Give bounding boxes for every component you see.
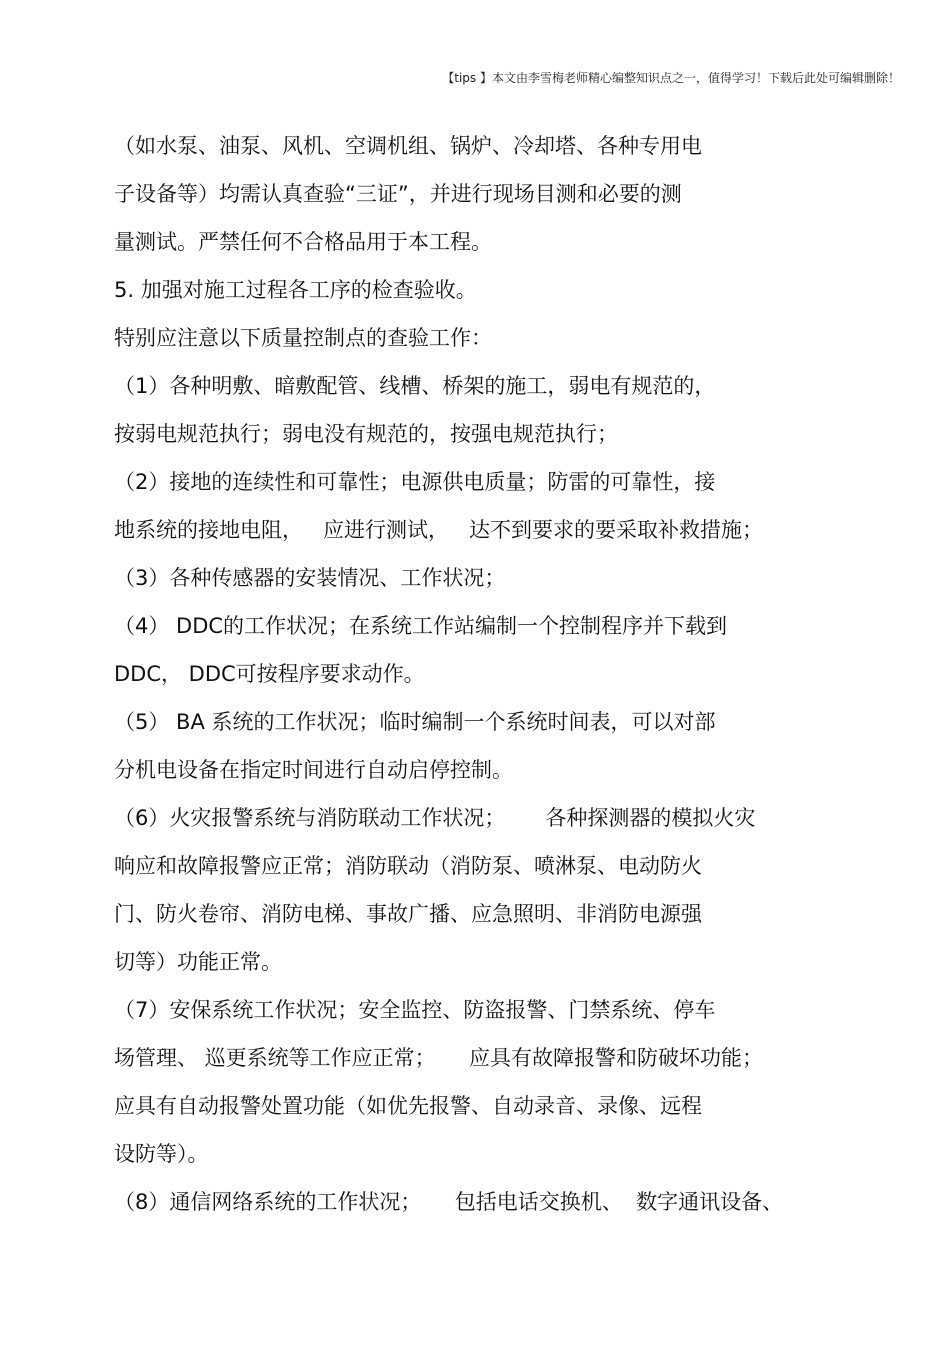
text-line: 分机电设备在指定时间进行自动启停控制。	[114, 758, 513, 782]
text-line: 量测试。严禁任何不合格品用于本工程。	[114, 230, 492, 254]
list-item: （4） DDC的工作状况；在系统工作站编制一个控制程序并下载到	[114, 614, 728, 638]
body-text	[114, 126, 834, 1230]
text-line: 设防等）。	[114, 1142, 209, 1166]
section-heading: 5. 加强对施工过程各工序的检查验收。	[114, 278, 477, 302]
text-line: 门、防火卷帘、消防电梯、事故广播、应急照明、非消防电源强	[114, 902, 702, 926]
text-line: 地系统的接地电阻， 应进行测试， 达不到要求的要采取补救措施；	[114, 518, 764, 542]
text-line: 按弱电规范执行；弱电没有规范的，按强电规范执行；	[114, 422, 618, 446]
text-line: （如水泵、油泵、风机、空调机组、锅炉、冷却塔、各种专用电	[114, 134, 702, 158]
text-line: 响应和故障报警应正常；消防联动（消防泵、喷淋泵、电动防火	[114, 854, 702, 878]
text-line: 子设备等）均需认真查验“三证”，并进行现场目测和必要的测	[114, 182, 682, 206]
text-line: 切等）功能正常。	[114, 950, 282, 974]
text-line: DDC， DDC可按程序要求动作。	[114, 662, 425, 686]
list-item: （8）通信网络系统的工作状况； 包括电话交换机、 数字通讯设备、	[114, 1190, 784, 1214]
list-item: （2）接地的连续性和可靠性；电源供电质量；防雷的可靠性，接	[114, 470, 716, 494]
list-item: （5） BA 系统的工作状况；临时编制一个系统时间表，可以对部	[114, 710, 716, 734]
text-line: 场管理、 巡更系统等工作应正常； 应具有故障报警和防破坏功能；	[114, 1046, 764, 1070]
header-tip-note: 【tips 】本文由李雪梅老师精心编整知识点之一，值得学习！下载后此处可编辑删除！	[442, 71, 900, 85]
text-line: 特别应注意以下质量控制点的查验工作：	[114, 326, 492, 350]
list-item: （1）各种明敷、暗敷配管、线槽、桥架的施工，弱电有规范的，	[114, 374, 716, 398]
list-item: （6）火灾报警系统与消防联动工作状况； 各种探测器的模拟火灾	[114, 806, 756, 830]
list-item: （3）各种传感器的安装情况、工作状况；	[114, 566, 506, 590]
text-line: 应具有自动报警处置功能（如优先报警、自动录音、录像、远程	[114, 1094, 702, 1118]
list-item: （7）安保系统工作状况；安全监控、防盗报警、门禁系统、停车	[114, 998, 716, 1022]
